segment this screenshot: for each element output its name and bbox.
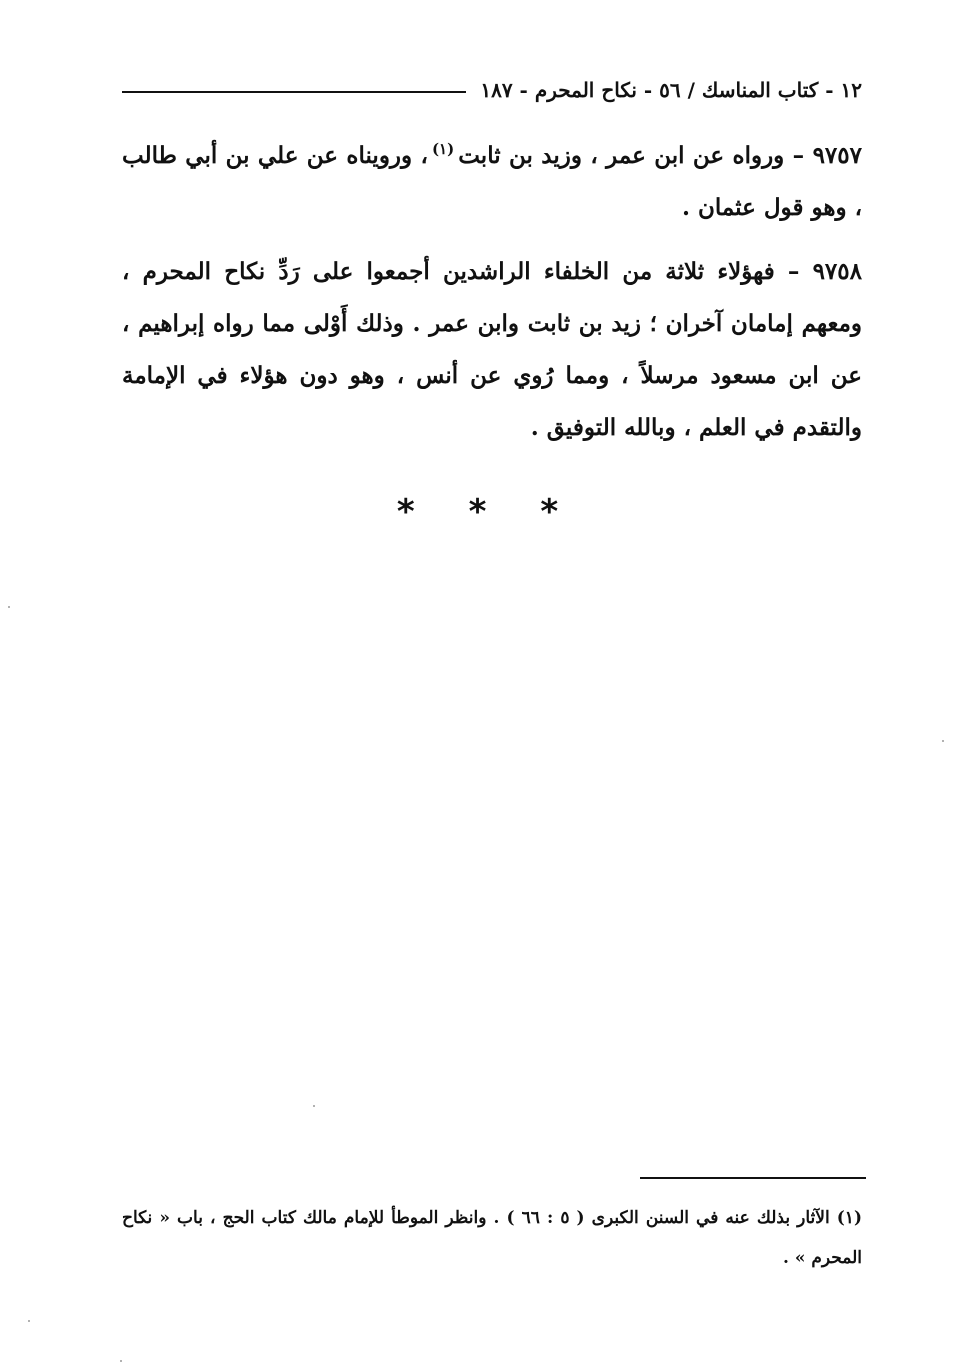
header-title: ١٢ - كتاب المناسك / ٥٦ - نكاح المحرم - ١٨٧ (480, 78, 862, 102)
paragraph-9758 (122, 246, 862, 454)
section-separator (0, 492, 955, 532)
paragraph-text: – فهؤلاء ثلاثة من الخلفاء الراشدين أجمعوا على رَدِّ نكاح المحرم ، ومعهم إمامان آخران ؛ زيد بن ثابت وابن عمر . وذلك أَوْلى مما رواه إبراهيم ، عن ابن مسعود مرسلاً ، ومما رُوي عن أنس ، وهو دون هؤلاء في الإمامة والتقدم في العلم ، وبالله التوفيق . (122, 258, 862, 441)
asterisk-ornament: * (396, 492, 415, 532)
scan-speck (28, 1320, 30, 1322)
asterisk-ornament: * (468, 492, 487, 532)
header-rule (122, 91, 466, 93)
footnote-rule (640, 1177, 866, 1179)
scan-speck (120, 1360, 122, 1362)
scan-speck (313, 1105, 315, 1107)
paragraph-text-after-ref: ، ورويناه عن علي بن أبي طالب ، وهو قول عثمان . (122, 142, 862, 221)
paragraph-number: ٩٧٥٨ (812, 258, 862, 285)
scan-speck (8, 606, 10, 608)
paragraph-text-before-ref: – ورواه عن ابن عمر ، وزيد بن ثابت (458, 142, 805, 169)
running-header (122, 72, 862, 108)
asterisk-ornament: * (540, 492, 559, 532)
paragraph-number: ٩٧٥٧ (812, 142, 862, 169)
scan-speck (942, 740, 944, 742)
footnote-reference[interactable]: (١) (431, 140, 455, 159)
main-text (122, 130, 862, 466)
paragraph-9757 (122, 130, 862, 234)
footnote-1: (١) الآثار بذلك عنه في السنن الكبرى ( ٥ : ٦٦ ) . وانظر الموطأ للإمام مالك كتاب الحج ، باب « نكاح المحرم » . (122, 1208, 862, 1268)
footnotes (122, 1198, 862, 1278)
